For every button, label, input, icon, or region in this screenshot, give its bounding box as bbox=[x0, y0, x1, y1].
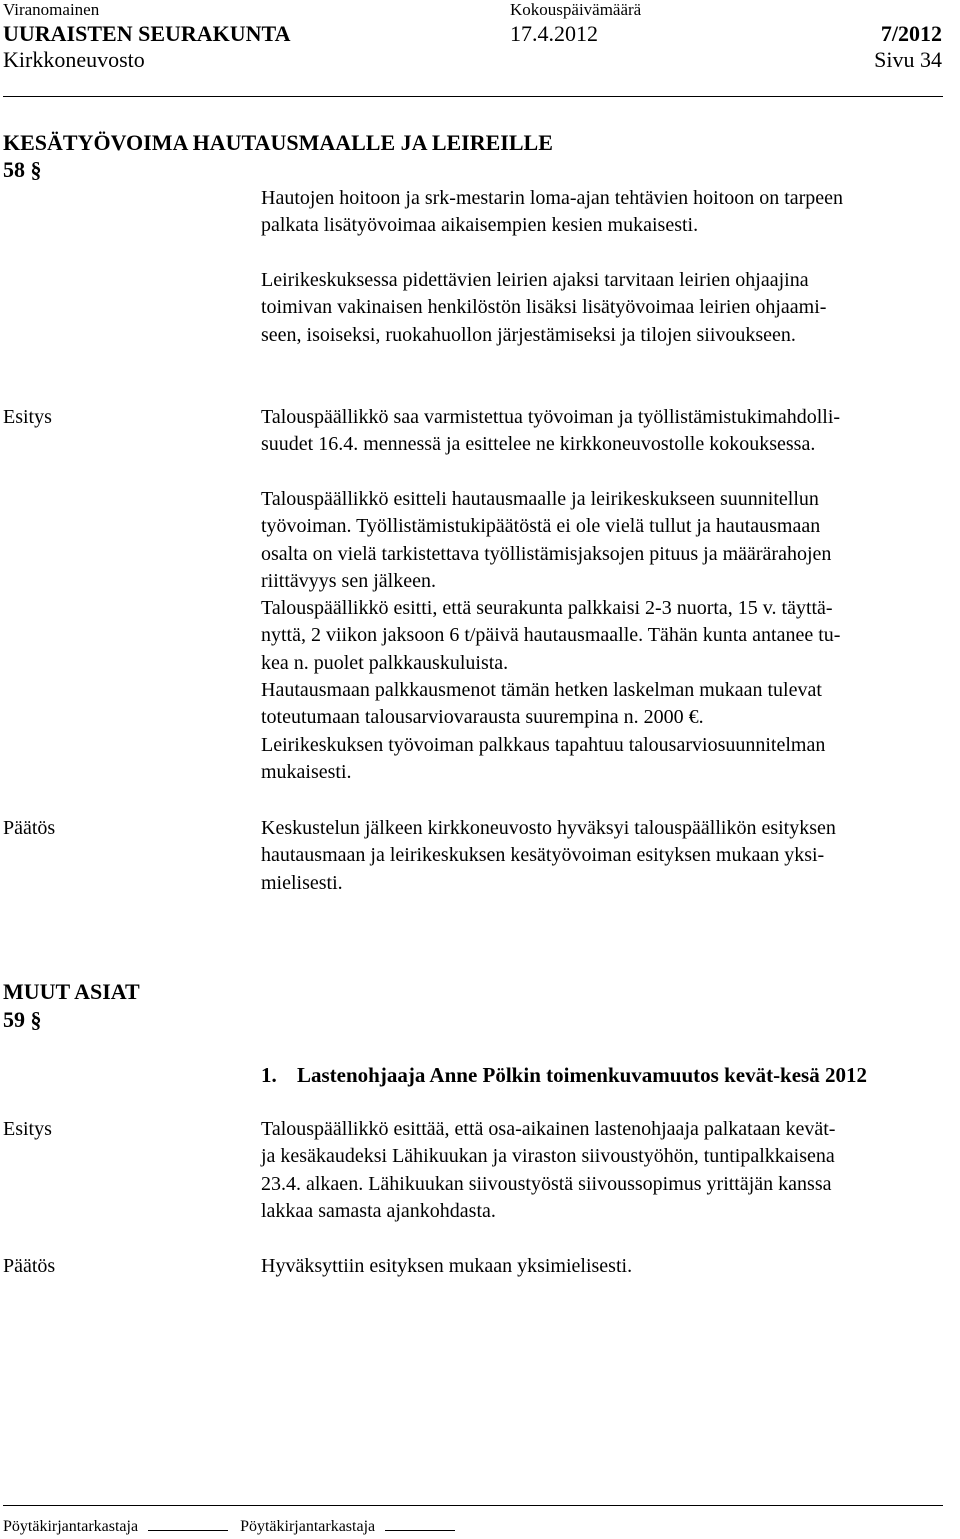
text-line: Talouspäällikkö esittää, että osa-aikainen lastenohjaaja palkataan kevät- bbox=[261, 1118, 836, 1140]
meeting-date: 17.4.2012 bbox=[510, 21, 598, 46]
signer-label: Pöytäkirjantarkastaja bbox=[3, 1518, 139, 1535]
text-line: osalta on vielä tarkistettava työllistämisjaksojen pituus ja määrärahojen bbox=[261, 542, 832, 565]
signature-line bbox=[385, 1516, 455, 1531]
decision-text: Hyväksyttiin esityksen mukaan yksimielisesti. bbox=[261, 1255, 633, 1277]
text-line: palkata lisätyövoimaa aikaisempien kesien mukaisesti. bbox=[261, 214, 699, 237]
decision-paragraph bbox=[261, 815, 957, 897]
proposal-paragraph bbox=[261, 1116, 957, 1225]
text-line: hautausmaan ja leirikeskuksen kesätyövoiman esityksen mukaan yksi- bbox=[261, 844, 825, 867]
authority-label: Viranomainen bbox=[3, 0, 100, 19]
text-line: seen, isoiseksi, ruokahuollon järjestämiseksi ja tilojen siivoukseen. bbox=[261, 323, 796, 346]
item-number: 1. bbox=[261, 1063, 277, 1087]
section-number: 59 § bbox=[3, 1007, 42, 1032]
text-line: mukaisesti. bbox=[261, 760, 352, 783]
text-line: riittävyys sen jälkeen. bbox=[261, 569, 436, 592]
text-line: Hautojen hoitoon ja srk-mestarin loma-ajan tehtävien hoitoon on tarpeen bbox=[261, 187, 844, 209]
proposal-label: Esitys bbox=[3, 406, 52, 428]
text-line: suudet 16.4. mennessä ja esittelee ne kirkkoneuvostolle kokouksessa. bbox=[261, 433, 816, 456]
text-line: työvoiman. Työllistämistukipäätöstä ei ole vielä tullut ja hautausmaan bbox=[261, 515, 821, 538]
signature-block bbox=[3, 1516, 455, 1537]
proposal-paragraph bbox=[261, 404, 957, 459]
meeting-number: 7/2012 bbox=[880, 21, 942, 46]
text-line: kea n. puolet palkkauskuluista. bbox=[261, 651, 509, 674]
text-line: lakkaa samasta ajankohdasta. bbox=[261, 1199, 496, 1222]
header-rule bbox=[3, 96, 943, 97]
page-number: Sivu 34 bbox=[874, 47, 942, 72]
decision-label: Päätös bbox=[3, 817, 56, 839]
text-line: Hautausmaan palkkausmenot tämän hetken laskelman mukaan tulevat bbox=[261, 679, 822, 702]
text-line: Talouspäällikkö saa varmistettua työvoiman ja työllistämistukimahdolli- bbox=[261, 406, 841, 428]
section-title: MUUT ASIAT bbox=[3, 979, 140, 1004]
signer-label: Pöytäkirjantarkastaja bbox=[240, 1518, 376, 1535]
section-title: KESÄTYÖVOIMA HAUTAUSMAALLE JA LEIREILLE bbox=[3, 130, 553, 155]
text-line: toimivan vakinaisen henkilöstön lisäksi lisätyövoimaa leirien ohjaami- bbox=[261, 296, 827, 319]
presentation-paragraph bbox=[261, 486, 957, 786]
text-line: nyttä, 2 viikon jaksoon 6 t/päivä hautausmaalle. Tähän kunta antanee tu- bbox=[261, 624, 841, 647]
footer-rule bbox=[3, 1505, 943, 1506]
proposal-label: Esitys bbox=[3, 1118, 52, 1140]
text-line: 23.4. alkaen. Lähikuukan siivoustyöstä siivoussopimus yrittäjän kanssa bbox=[261, 1172, 832, 1195]
intro-paragraph bbox=[261, 185, 957, 240]
text-line: Leirikeskuksen työvoiman palkkaus tapahtuu talousarviosuunnitelman bbox=[261, 733, 826, 756]
meeting-date-label: Kokouspäivämäärä bbox=[510, 0, 642, 19]
text-line: Talouspäällikkö esitti, että seurakunta palkkaisi 2-3 nuorta, 15 v. täyttä- bbox=[261, 597, 833, 620]
item-title: Lastenohjaaja Anne Pölkin toimenkuvamuutos kevät-kesä 2012 bbox=[297, 1063, 867, 1087]
text-line: mielisesti. bbox=[261, 871, 343, 894]
camp-paragraph bbox=[261, 267, 957, 349]
section-number: 58 § bbox=[3, 157, 42, 182]
decision-label: Päätös bbox=[3, 1255, 56, 1277]
governing-body: Kirkkoneuvosto bbox=[3, 47, 145, 72]
organization-name: UURAISTEN SEURAKUNTA bbox=[3, 21, 291, 46]
signature-line bbox=[148, 1516, 228, 1531]
text-line: Leirikeskuksessa pidettävien leirien ajaksi tarvitaan leirien ohjaajina bbox=[261, 269, 809, 291]
text-line: ja kesäkaudeksi Lähikuukan ja viraston siivoustyöhön, tuntipalkkaisena bbox=[261, 1145, 835, 1168]
text-line: Keskustelun jälkeen kirkkoneuvosto hyväksyi talouspäällikön esityksen bbox=[261, 817, 836, 839]
text-line: toteutumaan talousarviovarausta suurempina n. 2000 €. bbox=[261, 706, 704, 729]
text-line: Talouspäällikkö esitteli hautausmaalle ja leirikeskukseen suunnitellun bbox=[261, 488, 819, 510]
